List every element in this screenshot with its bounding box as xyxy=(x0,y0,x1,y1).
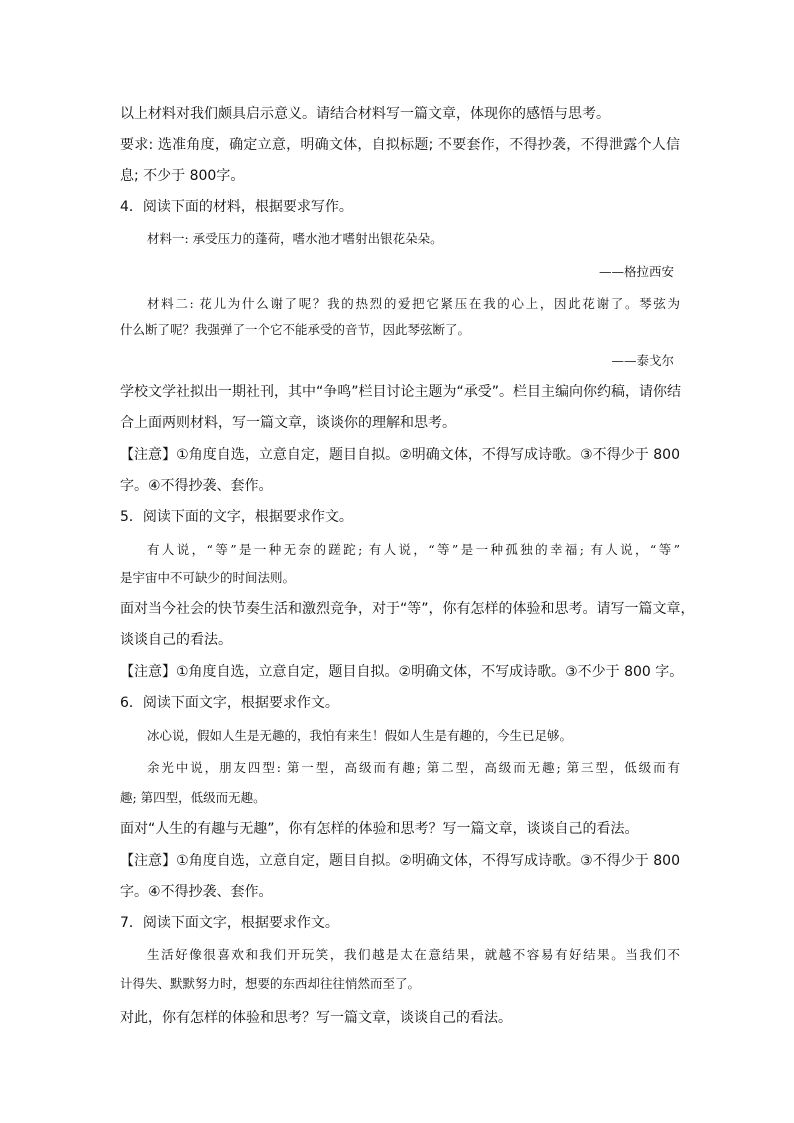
text-line: 对此，你有怎样的体验和思考？写一篇文章，谈谈自己的看法。 xyxy=(120,1010,512,1026)
note-line: 【注意】①角度自选，立意自定，题目自拟。②明确文体，不得写成诗歌。③不得少于 800 xyxy=(120,853,680,869)
text-line: 以上材料对我们颇具启示意义。请结合材料写一篇文章，体现你的感悟与思考。 xyxy=(120,106,610,122)
quote-line: 什么断了呢？我强弹了一个它不能承受的音节，因此琴弦断了。 xyxy=(120,322,471,337)
note-line: 字。④不得抄袭、套作。 xyxy=(120,478,273,494)
text-line: 息; 不少于 800字。 xyxy=(120,168,245,184)
question-heading: 6．阅读下面文字，根据要求作文。 xyxy=(120,695,339,711)
text-line: 面对当今社会的快节奏生活和激烈竞争，对于“等”，你有怎样的体验和思考。请写一篇文章， xyxy=(120,601,695,617)
quote-line: 余光中说，朋友四型: 第一型，高级而有趣; 第二型，高级而无趣; 第三型，低级而有 xyxy=(147,760,680,775)
note-line: 【注意】①角度自选，立意自定，题目自拟。②明确文体，不写成诗歌。③不少于 800 字。 xyxy=(120,664,684,680)
quote-line: 是宇宙中不可缺少的时间法则。 xyxy=(120,570,296,585)
text-line: 学校文学社拟出一期社刊，其中“争鸣”栏目讨论主题为“承受”。栏目主编向你约稿，请你结 xyxy=(120,384,682,400)
text-line: 要求: 选准角度，确定立意，明确文体，自拟标题; 不要套作，不得抄袭，不得泄露个人信 xyxy=(120,137,680,153)
text-line: 面对“人生的有趣与无趣”，你有怎样的体验和思考？写一篇文章，谈谈自己的看法。 xyxy=(120,821,639,837)
quote-line: 材料一: 承受压力的蓬荷，嗜水池才嗜射出银花朵朵。 xyxy=(147,231,443,246)
quote-line: 生活好像很喜欢和我们开玩笑，我们越是太在意结果，就越不容易有好结果。当我们不 xyxy=(147,947,680,962)
quote-attribution: ——格拉西安 xyxy=(598,264,674,279)
question-heading: 5．阅读下面的文字，根据要求作文。 xyxy=(120,509,353,525)
quote-line: 有人说，“等”是一种无奈的蹉跎; 有人说，“等”是一种孤独的幸福; 有人说，“等” xyxy=(147,542,680,557)
quote-line: 趣; 第四型，低级而无趣。 xyxy=(120,790,266,805)
quote-attribution: ——泰戈尔 xyxy=(611,353,674,368)
note-line: 【注意】①角度自选，立意自定，题目自拟。②明确文体，不得写成诗歌。③不得少于 800 xyxy=(120,447,680,463)
question-heading: 4．阅读下面的材料，根据要求写作。 xyxy=(120,199,353,215)
quote-line: 材料二: 花儿为什么谢了呢？我的热烈的爱把它紧压在我的心上，因此花谢了。琴弦为 xyxy=(147,296,680,311)
quote-line: 计得失、默默努力时，想要的东西却往往悄然而至了。 xyxy=(120,976,421,991)
note-line: 字。④不得抄袭、套作。 xyxy=(120,884,273,900)
question-heading: 7．阅读下面文字，根据要求作文。 xyxy=(120,915,339,931)
text-line: 合上面两则材料，写一篇文章，谈谈你的理解和思考。 xyxy=(120,415,456,431)
text-line: 谈谈自己的看法。 xyxy=(120,632,232,648)
quote-line: 冰心说，假如人生是无趣的，我怕有来生！假如人生是有趣的，今生已足够。 xyxy=(147,728,573,743)
